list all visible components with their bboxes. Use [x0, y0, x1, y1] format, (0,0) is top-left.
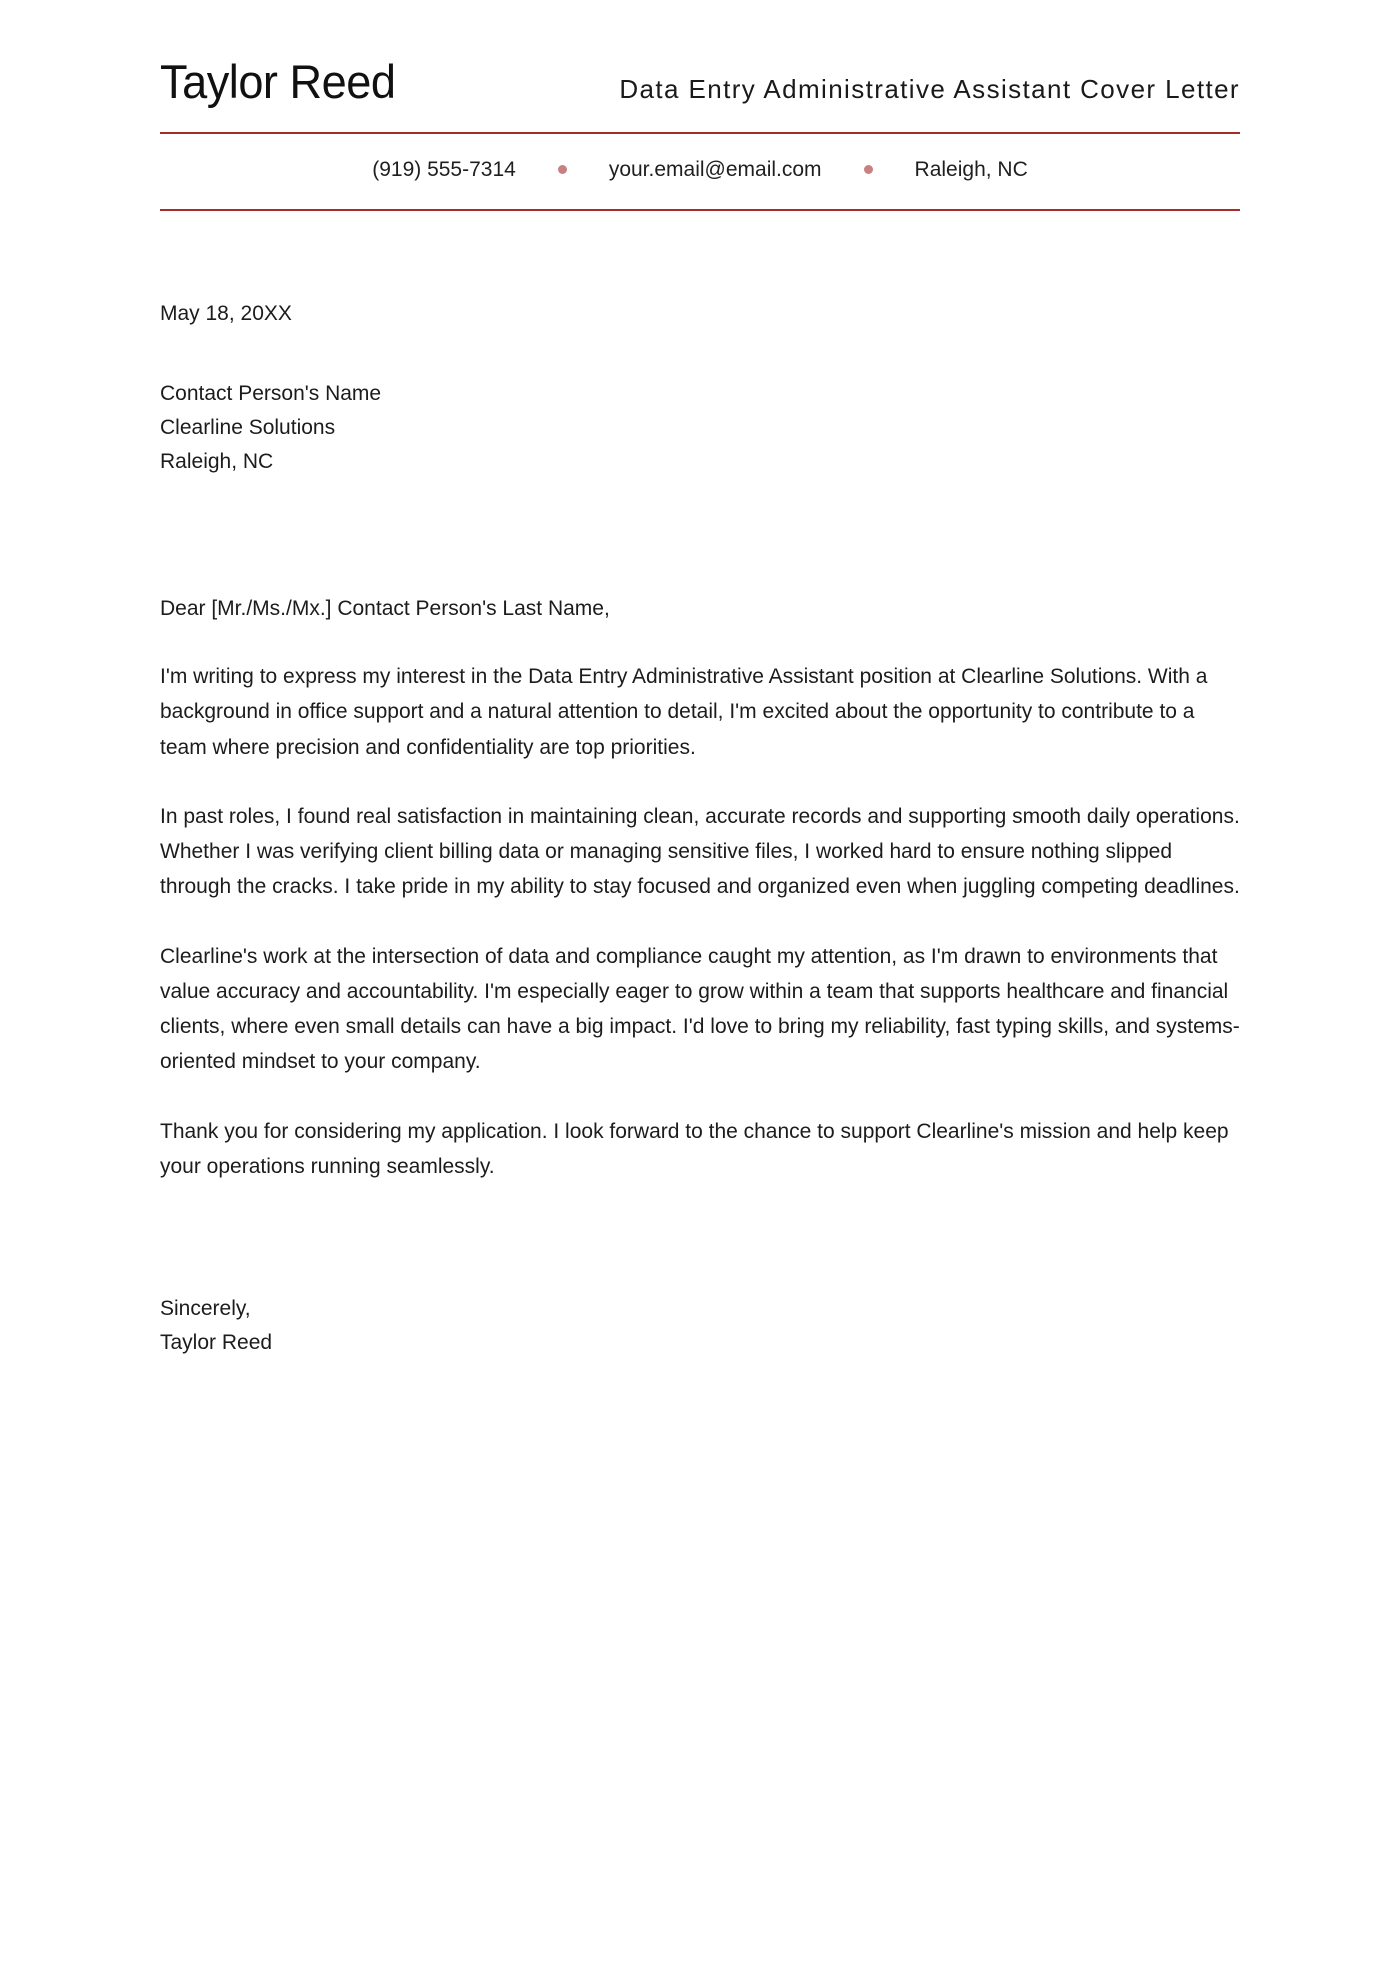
recipient-name: Contact Person's Name: [160, 382, 382, 406]
recipient-company: Clearline Solutions: [160, 416, 336, 440]
letter-date: May 18, 20XX: [160, 301, 292, 325]
contact-email[interactable]: your.email@email.com: [608, 157, 822, 181]
header-divider-bottom: [160, 209, 1240, 211]
page-content: [120, 0, 1280, 1360]
recipient-location: Raleigh, NC: [160, 450, 274, 474]
signature-name: Taylor Reed: [160, 1331, 273, 1355]
body-paragraph: In past roles, I found real satisfaction in maintaining clean, accurate records and supporting smooth daily operations. Whether I was verifying client billing data or managing sensitive files, I worked hard to ensure nothing slipped through the cracks. I take pride in my ability to stay focused and organized even when juggling competing deadlines.: [160, 804, 1240, 899]
letter-body: [140, 299, 1260, 1360]
contact-bar: [140, 134, 1260, 183]
applicant-name: Taylor Reed: [160, 55, 396, 108]
letter-header: [140, 0, 1260, 211]
recipient-block: [160, 377, 1240, 479]
bullet-separator-icon: [864, 165, 873, 174]
contact-phone[interactable]: (919) 555-7314: [372, 157, 516, 181]
document-title: Data Entry Administrative Assistant Cover Letter: [619, 74, 1240, 104]
header-title-row: [140, 56, 1260, 108]
body-paragraph: I'm writing to express my interest in the Data Entry Administrative Assistant position at Clearline Solutions. With a background in office support and a natural attention to detail, I'm excited about the opportunity to contribute to a team where precision and confidentiality are top priorities.: [160, 664, 1208, 759]
closing-block: [160, 1292, 1240, 1360]
valediction: Sincerely,: [160, 1297, 251, 1321]
body-paragraph: Clearline's work at the intersection of data and compliance caught my attention, as I'm drawn to environments that value accuracy and accountability. I'm especially eager to grow within a team that supports healthcare and financial clients, where even small details can have a big impact. I'd love to bring my reliability, fast typing skills, and systems-oriented mindset to your company.: [160, 944, 1240, 1074]
bullet-separator-icon: [558, 165, 567, 174]
salutation: Dear [Mr./Ms./Mx.] Contact Person's Last Name,: [160, 597, 610, 621]
contact-location: Raleigh, NC: [914, 157, 1028, 181]
body-paragraph: Thank you for considering my application. I look forward to the chance to support Clearline's mission and help keep your operations running seamlessly.: [160, 1119, 1229, 1178]
